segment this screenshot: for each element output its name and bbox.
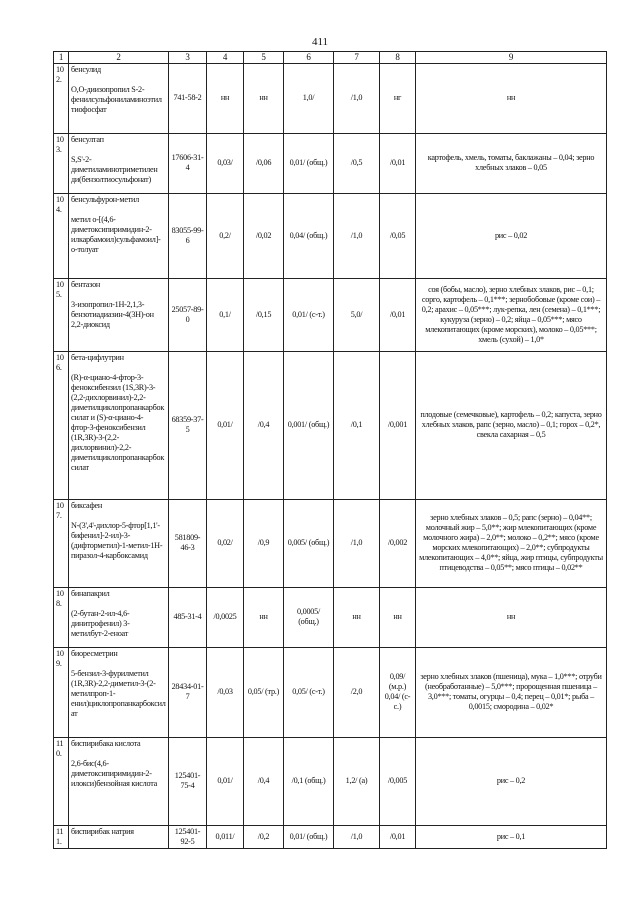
substance-cell: [69, 647, 169, 737]
substance-name: бета-цифлутрин: [71, 352, 124, 362]
cas-number: 68359-37-5: [169, 351, 207, 499]
col-header-8: 8: [380, 52, 416, 64]
cell-col5: 0,05/ (тр.): [244, 647, 284, 737]
col-header-5: 5: [244, 52, 284, 64]
table-row: [54, 351, 607, 499]
cell-col7: /1,0: [334, 825, 380, 848]
cell-col8: нн: [380, 587, 416, 647]
cell-col4: 0,01/: [207, 737, 244, 825]
cell-col5: /0,4: [244, 737, 284, 825]
row-number: 102.: [54, 63, 69, 133]
cas-number: 125401-75-4: [169, 737, 207, 825]
cell-col9: рис – 0,02: [416, 193, 607, 278]
cell-col9: нн: [416, 587, 607, 647]
cas-number: 25057-89-0: [169, 278, 207, 351]
cell-col8: 0,09/ (м.р.) 0,04/ (с-с.): [380, 647, 416, 737]
col-header-9: 9: [416, 52, 607, 64]
cell-col6: 1,0/: [284, 63, 334, 133]
cas-number: 485-31-4: [169, 587, 207, 647]
table-row: [54, 587, 607, 647]
cell-col9: рис – 0,1: [416, 825, 607, 848]
cas-number: 83055-99-6: [169, 193, 207, 278]
cell-col4: 0,02/: [207, 499, 244, 587]
cell-col5: /0,9: [244, 499, 284, 587]
chemical-name: 3-изопропил-1Н-2,1,3-бензотиадиазин-4(3Н)-он 2,2-диоксид: [71, 299, 154, 329]
page-number: 411: [311, 36, 329, 48]
cell-col4: 0,1/: [207, 278, 244, 351]
cell-col6: 0,01/ (общ.): [284, 825, 334, 848]
chemical-name: N-(3',4'-дихлор-5-фтор[1,1'-бифенил]-2-ил)-3-(дифторметил)-1-метил-1Н-пиразол-4-карбоксамид: [71, 520, 163, 560]
cell-col8: /0,01: [380, 133, 416, 193]
cell-col7: 5,0/: [334, 278, 380, 351]
cell-col7: /1,0: [334, 499, 380, 587]
cell-col7: нн: [334, 587, 380, 647]
cell-col4: 0,03/: [207, 133, 244, 193]
col-header-7: 7: [334, 52, 380, 64]
row-number: 107.: [54, 499, 69, 587]
chemical-name: S,S'-2-диметиламинотриметилен ди(бензолтиосульфонат): [71, 154, 158, 184]
row-number: 103.: [54, 133, 69, 193]
substance-name: бенсульфурон-метил: [71, 194, 140, 204]
cell-col8: /0,005: [380, 737, 416, 825]
col-header-2: 2: [69, 52, 169, 64]
cell-col4: /0,0025: [207, 587, 244, 647]
substance-cell: [69, 133, 169, 193]
cell-col4: 0,2/: [207, 193, 244, 278]
cell-col5: /0,02: [244, 193, 284, 278]
table-row: [54, 133, 607, 193]
cell-col6: 0,01/ (общ.): [284, 133, 334, 193]
row-number: 110.: [54, 737, 69, 825]
substance-cell: [69, 825, 169, 848]
cas-number: 28434-01-7: [169, 647, 207, 737]
row-number: 108.: [54, 587, 69, 647]
chemical-name: (2-бутан-2-ил-4,6-динитрофенил) 3-метилбут-2-еноат: [71, 608, 130, 638]
substance-name: бенсулид: [71, 64, 101, 74]
cell-col5: нн: [244, 63, 284, 133]
cas-number: 741-58-2: [169, 63, 207, 133]
cell-col4: 0,011/: [207, 825, 244, 848]
substance-cell: [69, 737, 169, 825]
row-number: 111.: [54, 825, 69, 848]
row-number: 109.: [54, 647, 69, 737]
cell-col5: /0,15: [244, 278, 284, 351]
cell-col4: 0,01/: [207, 351, 244, 499]
cell-col7: 1,2/ (а): [334, 737, 380, 825]
cell-col7: /1,0: [334, 193, 380, 278]
cell-col9: плодовые (семечковые), картофель – 0,2; капуста, зерно хлебных злаков, рапс (зерно, масло) – 0,1; горох – 0,2*, свекла сахарная – 0,5: [416, 351, 607, 499]
substance-cell: [69, 351, 169, 499]
col-header-1: 1: [54, 52, 69, 64]
cell-col9: зерно хлебных злаков (пшеница), мука – 1,0***; отруби (необработанные) – 5,0***; пророщенная пшеница – 3,0***; томаты, огурцы – 0,4; перец – 0,01*; рыба – 0,0015; смородина – 0,02*: [416, 647, 607, 737]
substance-cell: [69, 63, 169, 133]
chemical-name: 5-бензил-3-фурилметил (1R,3R)-2,2-диметил-3-(2-метилпроп-1-енил)циклопропанкарбоксилат: [71, 668, 166, 718]
cell-col4: нн: [207, 63, 244, 133]
cell-col6: 0,005/ (общ.): [284, 499, 334, 587]
cell-col9: нн: [416, 63, 607, 133]
substance-cell: [69, 278, 169, 351]
table-row: [54, 737, 607, 825]
cell-col8: /0,001: [380, 351, 416, 499]
chemical-name: О,О-диизопропил S-2-фенилсульфониламиноэтил тиофосфат: [71, 84, 162, 114]
col-header-4: 4: [207, 52, 244, 64]
substance-cell: [69, 499, 169, 587]
cell-col8: /0,05: [380, 193, 416, 278]
substance-name: биспирибака кислота: [71, 738, 141, 748]
substance-name: биксафен: [71, 500, 103, 510]
table-row: [54, 647, 607, 737]
col-header-3: 3: [169, 52, 207, 64]
substance-name: бентазон: [71, 279, 101, 289]
row-number: 104.: [54, 193, 69, 278]
chemical-name: (R)-α-циано-4-фтор-3-феноксибензил (1S,3R)-3-(2,2-дихлорвинил)-2,2-диметилциклопропанкарбоксилат и (S)-α-циано-4-фтор-3-феноксибензил (1R,3R)-3-(2,2-дихлорвинил)-2,2-диметилциклопропанкарбоксилат: [71, 372, 165, 472]
cell-col6: 0,04/ (общ.): [284, 193, 334, 278]
cell-col9: зерно хлебных злаков – 0,5; рапс (зерно) – 0,04**; молочный жир – 5,0**; жир млекопитающих (кроме молочного жира) – 2,0**; молоко – 0,2**; мясо (кроме морских млекопитающих) – 2,0**; субпродукты млекопитающих – 4,0**; яйца, жир птицы, субпродукты птицеводства – 0,05**; мясо птицы – 0,02**: [416, 499, 607, 587]
cas-number: 125401-92-5: [169, 825, 207, 848]
cell-col6: 0,001/ (общ.): [284, 351, 334, 499]
cell-col9: соя (бобы, масло), зерно хлебных злаков, рис – 0,1; сорго, картофель – 0,1***; зернобобовые (кроме сои) – 0,2; арахис – 0,05***; лук-репка, лен (семена) – 0,1***; кукуруза (зерно) – 0,2; яйца – 0,05***; мясо млекопитающих (кроме морских), молоко – 0,05***; хмель (сухой) – 1,0*: [416, 278, 607, 351]
cell-col5: /0,4: [244, 351, 284, 499]
table-row: [54, 193, 607, 278]
cell-col5: нн: [244, 587, 284, 647]
cell-col6: 0,05/ (с-т.): [284, 647, 334, 737]
cell-col6: 0,01/ (с-т.): [284, 278, 334, 351]
table-row: [54, 63, 607, 133]
table-row: [54, 825, 607, 848]
regulation-table: [53, 51, 606, 849]
substance-cell: [69, 587, 169, 647]
table-row: [54, 499, 607, 587]
cell-col9: картофель, хмель, томаты, баклажаны – 0,04; зерно хлебных злаков – 0,05: [416, 133, 607, 193]
cell-col8: /0,01: [380, 825, 416, 848]
substance-name: бенсултап: [71, 134, 104, 144]
cell-col7: /2,0: [334, 647, 380, 737]
cell-col9: рис – 0,2: [416, 737, 607, 825]
cell-col7: /0,1: [334, 351, 380, 499]
cell-col5: /0,06: [244, 133, 284, 193]
substance-name: биоресметрин: [71, 648, 118, 658]
cas-number: 581809-46-3: [169, 499, 207, 587]
col-header-6: 6: [284, 52, 334, 64]
cell-col5: /0,2: [244, 825, 284, 848]
chemical-name: метил о-[(4,6-диметоксипиримидин-2-илкарбамоил)сульфамоил]-о-толуат: [71, 214, 161, 254]
substance-cell: [69, 193, 169, 278]
cell-col4: /0,03: [207, 647, 244, 737]
cell-col7: /0,5: [334, 133, 380, 193]
cell-col8: /0,01: [380, 278, 416, 351]
row-number: 106.: [54, 351, 69, 499]
header-row: [54, 52, 607, 64]
row-number: 105.: [54, 278, 69, 351]
table-row: [54, 278, 607, 351]
cell-col6: /0,1 (общ.): [284, 737, 334, 825]
substance-name: биспирибак натрия: [71, 826, 134, 836]
cas-number: 17606-31-4: [169, 133, 207, 193]
chemical-name: 2,6-бис(4,6-диметоксипиримидин-2-илокси)бензойная кислота: [71, 758, 158, 788]
cell-col8: нг: [380, 63, 416, 133]
cell-col6: 0,0005/ (общ.): [284, 587, 334, 647]
cell-col7: /1,0: [334, 63, 380, 133]
cell-col8: /0,002: [380, 499, 416, 587]
substance-name: бинапакрил: [71, 588, 110, 598]
